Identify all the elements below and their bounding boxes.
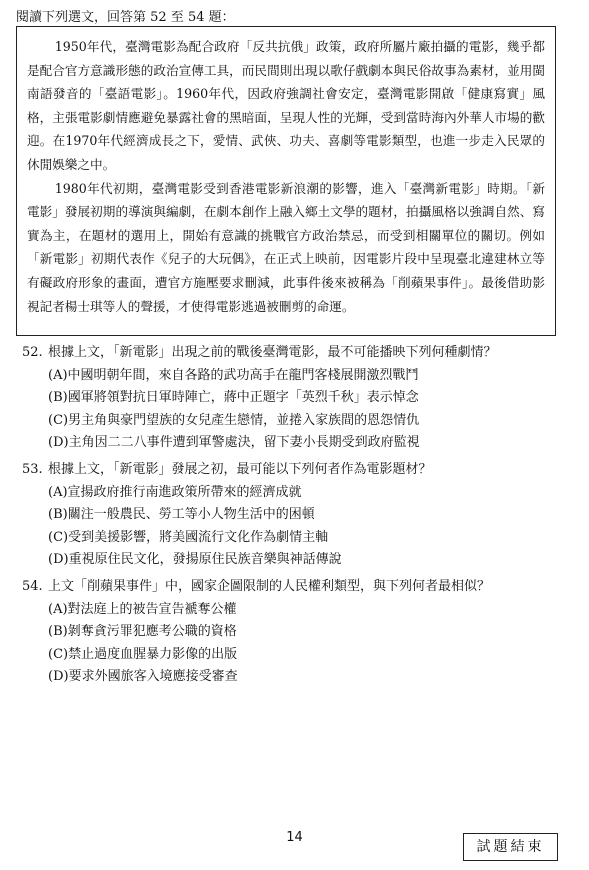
option-b: (B)關注一般農民、勞工等小人物生活中的困頓 xyxy=(48,507,315,522)
option-c: (C)禁止過度血腥暴力影像的出版 xyxy=(48,646,238,662)
passage-paragraph-2: 1980年代初期，臺灣電影受到香港電影新浪潮的影響，進入「臺灣新電影」時期。「新電影」發展初期的導演與編劇，在劇本創作上融入鄉土文學的題材，拍攝風格以強調自然、寫實為主，在題材的選用上，開始有意識的挑戰官方政治禁忌，而受到相關單位的關切。例如「新電影」初期代表作《兒子的大玩偶》，在正式上映前，因電影片段中呈現臺北違建林立等有礙政府形象的畫面，遭官方施壓要求刪減，此事件後來被稱為「削蘋果事件」。最後借助影視記者楊士琪等人的聲援，才使得電影逃過被刪剪的命運。 xyxy=(27,180,545,314)
option-a: (A)中國明朝年間，來自各路的武功高手在龍門客棧展開激烈戰鬥 xyxy=(48,367,419,383)
passage-paragraph-1: 1950年代，臺灣電影為配合政府「反共抗俄」政策，政府所屬片廠拍攝的電影，幾乎都是配合官方意識形態的政治宣傳工具，而民間則出現以歌仔戲劇本與民俗故事為素材，並用閩南語發音的「臺語電影」。1960年代，因政府強調社會安定，臺灣電影開啟「健康寫實」風格，主張電影劇情應避免暴露社會的黑暗面，呈現人性的光輝，受到當時海內外華人市場的歡迎。在1970年代經濟成長之下，愛情、武俠、功夫、喜劇等電影類型，也進一步走入民眾的休閒娛樂之中。 xyxy=(27,39,545,172)
end-of-exam-label: 試題結束 xyxy=(463,833,558,861)
question-stem: 根據上文，「新電影」出現之前的戰後臺灣電影，最不可能播映下列何種劇情？ xyxy=(48,345,497,360)
option-d: (D)主角因二二八事件遭到軍警處決，留下妻小長期受到政府監視 xyxy=(48,435,420,450)
question-52 xyxy=(22,342,582,455)
option-d: (D)重視原住民文化，發揚原住民族音樂與神話傳說 xyxy=(48,552,342,567)
passage-box xyxy=(16,26,556,336)
option-a: (A)對法庭上的被告宣告褫奪公權 xyxy=(48,601,237,617)
question-number: 53. xyxy=(22,462,43,477)
question-number: 52. xyxy=(22,345,43,360)
question-stem: 根據上文，「新電影」發展之初，最可能以下列何者作為電影題材？ xyxy=(48,462,432,477)
reading-instruction: 閱讀下列選文，回答第 52 至 54 題： xyxy=(16,10,235,25)
question-number: 54. xyxy=(22,579,43,594)
option-c: (C)男主角與豪門望族的女兒產生戀情，並捲入家族間的恩怨情仇 xyxy=(48,412,420,428)
option-b: (B)剝奪貪污罪犯應考公職的資格 xyxy=(48,624,237,639)
option-d: (D)要求外國旅客入境應接受審查 xyxy=(48,669,238,684)
option-c: (C)受到美援影響，將美國流行文化作為劇情主軸 xyxy=(48,529,329,545)
option-b: (B)國軍將領對抗日軍時陣亡，蔣中正題字「英烈千秋」表示悼念 xyxy=(48,390,419,405)
question-53 xyxy=(22,459,582,572)
question-stem: 上文「削蘋果事件」中，國家企圖限制的人民權利類型，與下列何者最相似？ xyxy=(48,579,491,594)
question-54 xyxy=(22,576,582,689)
option-a: (A)宣揚政府推行南進政策所帶來的經濟成就 xyxy=(48,484,302,500)
page-number: 14 xyxy=(286,830,303,845)
